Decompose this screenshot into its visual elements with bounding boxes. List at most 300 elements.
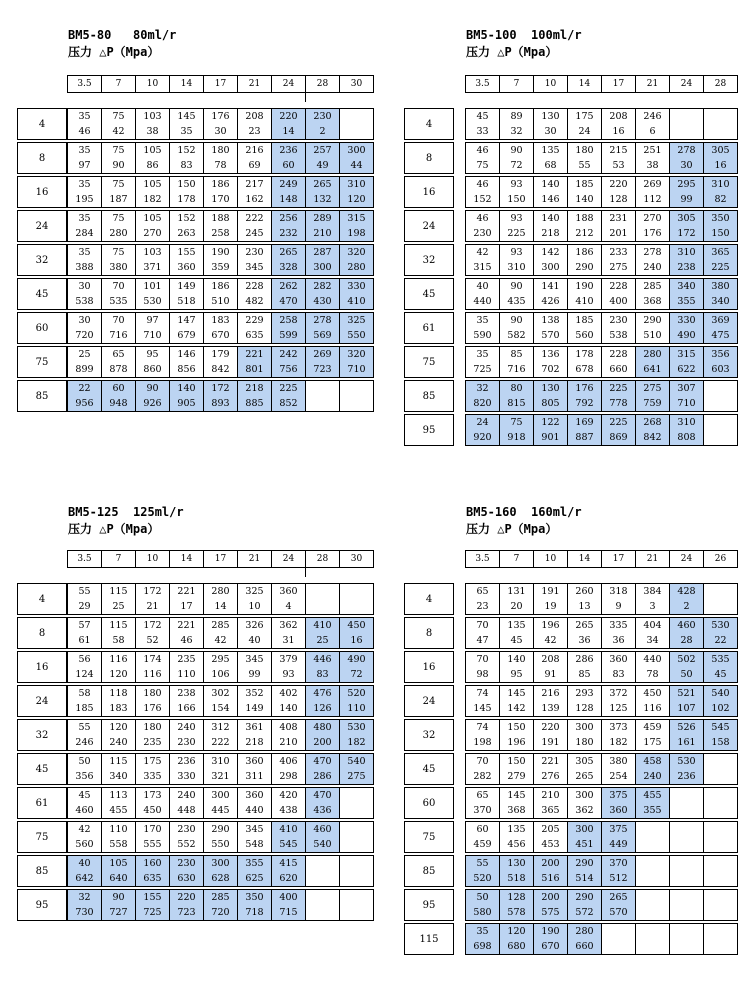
- torque-cell: [704, 939, 738, 955]
- speed-cell: [636, 924, 670, 940]
- speed-cell: 356: [704, 347, 738, 363]
- speed-cell: 150: [170, 177, 204, 193]
- torque-cell: 258: [204, 226, 238, 242]
- torque-cell: 240: [636, 260, 670, 276]
- speed-cell: 186: [204, 177, 238, 193]
- torque-cell: 885: [238, 396, 272, 412]
- torque-cell: 128: [602, 192, 636, 208]
- speed-cell: 384: [636, 584, 670, 600]
- torque-cell: 430: [306, 294, 340, 310]
- torque-cell: 355: [670, 294, 704, 310]
- torque-cell: 759: [636, 396, 670, 412]
- speed-cell: 350: [238, 890, 272, 906]
- torque-cell: [306, 599, 340, 615]
- speed-cell: 290: [204, 822, 238, 838]
- speed-cell: 190: [534, 924, 568, 940]
- torque-cell: 176: [636, 226, 670, 242]
- speed-cell: 360: [272, 584, 306, 600]
- speed-cell: 300: [568, 788, 602, 804]
- speed-cell: [670, 109, 704, 125]
- speed-cell: 57: [68, 618, 102, 634]
- speed-cell: 315: [670, 347, 704, 363]
- row-gap: [405, 446, 454, 449]
- torque-cell: 538: [68, 294, 102, 310]
- speed-cell: [704, 415, 738, 431]
- speed-cell: 115: [102, 584, 136, 600]
- speed-cell: 236: [272, 143, 306, 159]
- torque-cell: 778: [602, 396, 636, 412]
- speed-cell: 455: [636, 788, 670, 804]
- torque-cell: 124: [68, 667, 102, 683]
- torque-cell: 35: [170, 124, 204, 140]
- data-row-torque: [68, 328, 374, 344]
- speed-cell: 105: [102, 856, 136, 872]
- torque-cell: 321: [204, 769, 238, 785]
- speed-cell: 131: [500, 584, 534, 600]
- row-gap: [18, 921, 67, 924]
- torque-cell: 335: [136, 769, 170, 785]
- speed-cell: 225: [602, 415, 636, 431]
- speed-cell: 90: [500, 143, 534, 159]
- row-gap: [18, 412, 67, 415]
- data-row-speed: [68, 856, 374, 872]
- speed-cell: 265: [272, 245, 306, 261]
- pressure-header-cell: 3.5: [466, 76, 500, 93]
- pressure-header-cell: 3.5: [466, 551, 500, 568]
- speed-cell: 310: [670, 415, 704, 431]
- torque-cell: 85: [568, 667, 602, 683]
- speed-cell: 240: [170, 788, 204, 804]
- torque-cell: [340, 837, 374, 853]
- speed-cell: 42: [68, 822, 102, 838]
- flow-rate-cell: 75: [18, 347, 67, 378]
- torque-cell: 436: [306, 803, 340, 819]
- torque-cell: 152: [466, 192, 500, 208]
- torque-cell: 538: [602, 328, 636, 344]
- torque-cell: 91: [534, 667, 568, 683]
- data-row-torque: [466, 939, 738, 955]
- torque-cell: 31: [272, 633, 306, 649]
- data-row-speed: [68, 211, 374, 227]
- speed-cell: 140: [500, 652, 534, 668]
- speed-cell: 310: [340, 177, 374, 193]
- torque-cell: [670, 837, 704, 853]
- torque-cell: 448: [170, 803, 204, 819]
- torque-cell: [670, 905, 704, 921]
- speed-cell: [306, 584, 340, 600]
- torque-cell: 198: [340, 226, 374, 242]
- speed-cell: 502: [670, 652, 704, 668]
- pressure-header-cell: 10: [534, 551, 568, 568]
- torque-cell: 78: [636, 667, 670, 683]
- torque-cell: 926: [136, 396, 170, 412]
- flow-rate-column: [404, 108, 454, 448]
- pressure-header-cell: 3.5: [68, 551, 102, 568]
- pressure-header-row: [465, 75, 738, 93]
- torque-cell: [636, 837, 670, 853]
- data-row-speed: [68, 177, 374, 193]
- speed-cell: 216: [238, 143, 272, 159]
- torque-cell: [704, 905, 738, 921]
- speed-cell: 74: [466, 720, 500, 736]
- torque-cell: [306, 905, 340, 921]
- torque-cell: 555: [136, 837, 170, 853]
- torque-cell: 23: [466, 599, 500, 615]
- speed-cell: 242: [272, 347, 306, 363]
- speed-cell: [340, 890, 374, 906]
- torque-cell: 78: [204, 158, 238, 174]
- torque-cell: 482: [238, 294, 272, 310]
- flow-rate-cell: 45: [18, 279, 67, 310]
- torque-cell: 530: [136, 294, 170, 310]
- speed-cell: 141: [534, 279, 568, 295]
- speed-cell: 289: [306, 211, 340, 227]
- speed-cell: 135: [534, 143, 568, 159]
- speed-cell: 490: [340, 652, 374, 668]
- flow-rate-cell: 75: [405, 347, 454, 378]
- torque-cell: 240: [636, 769, 670, 785]
- speed-cell: 345: [238, 822, 272, 838]
- flow-rate-cell: 95: [18, 890, 67, 921]
- speed-cell: 208: [602, 109, 636, 125]
- speed-cell: [340, 584, 374, 600]
- speed-cell: [704, 856, 738, 872]
- data-grid: [67, 108, 374, 414]
- data-row-torque: [68, 362, 374, 378]
- torque-cell: [704, 871, 738, 887]
- speed-cell: 190: [204, 245, 238, 261]
- torque-cell: 453: [534, 837, 568, 853]
- torque-cell: 21: [136, 599, 170, 615]
- torque-cell: 68: [534, 158, 568, 174]
- torque-cell: 801: [238, 362, 272, 378]
- speed-cell: 370: [602, 856, 636, 872]
- speed-cell: 172: [204, 381, 238, 397]
- torque-cell: 635: [136, 871, 170, 887]
- torque-cell: 516: [534, 871, 568, 887]
- torque-cell: 438: [272, 803, 306, 819]
- flow-rate-cell: 8: [18, 618, 67, 649]
- data-row-torque: [68, 294, 374, 310]
- torque-cell: 680: [500, 939, 534, 955]
- speed-cell: [704, 381, 738, 397]
- speed-cell: 460: [306, 822, 340, 838]
- pressure-header-cell: 28: [704, 76, 738, 93]
- torque-cell: 460: [68, 803, 102, 819]
- data-row-torque: [466, 633, 738, 649]
- speed-cell: 138: [534, 313, 568, 329]
- torque-cell: 245: [238, 226, 272, 242]
- torque-cell: [602, 939, 636, 955]
- speed-cell: 155: [136, 890, 170, 906]
- speed-cell: 406: [272, 754, 306, 770]
- torque-cell: 340: [704, 294, 738, 310]
- data-row-speed: [68, 788, 374, 804]
- flow-rate-cell: 4: [405, 109, 454, 140]
- speed-cell: 218: [238, 381, 272, 397]
- torque-cell: 328: [272, 260, 306, 276]
- torque-cell: 154: [204, 701, 238, 717]
- torque-cell: 455: [102, 803, 136, 819]
- pressure-header-cell: 24: [272, 76, 306, 93]
- flow-rate-cell: 45: [405, 279, 454, 310]
- torque-cell: 899: [68, 362, 102, 378]
- speed-cell: 350: [704, 211, 738, 227]
- speed-cell: 222: [238, 211, 272, 227]
- torque-cell: 360: [602, 803, 636, 819]
- speed-cell: 228: [602, 347, 636, 363]
- torque-cell: 201: [602, 226, 636, 242]
- data-row-torque: [68, 260, 374, 276]
- speed-cell: 140: [534, 211, 568, 227]
- speed-cell: 183: [204, 313, 238, 329]
- speed-cell: 75: [102, 245, 136, 261]
- torque-cell: 112: [636, 192, 670, 208]
- torque-cell: 435: [500, 294, 534, 310]
- speed-cell: 35: [68, 211, 102, 227]
- torque-cell: 520: [466, 871, 500, 887]
- speed-cell: 105: [136, 143, 170, 159]
- torque-cell: [704, 124, 738, 140]
- data-grid: [67, 583, 374, 923]
- torque-cell: 720: [68, 328, 102, 344]
- pressure-header-cell: 7: [102, 76, 136, 93]
- speed-cell: 180: [568, 143, 602, 159]
- torque-cell: 815: [500, 396, 534, 412]
- speed-cell: 140: [534, 177, 568, 193]
- pressure-header-cell: 24: [272, 551, 306, 568]
- speed-cell: 118: [102, 686, 136, 702]
- torque-cell: 280: [340, 260, 374, 276]
- torque-cell: 298: [272, 769, 306, 785]
- torque-cell: 246: [68, 735, 102, 751]
- speed-cell: 326: [238, 618, 272, 634]
- torque-cell: 46: [170, 633, 204, 649]
- pressure-header-cell: 3.5: [68, 76, 102, 93]
- torque-cell: 230: [466, 226, 500, 242]
- torque-cell: 380: [102, 260, 136, 276]
- speed-cell: 220: [170, 890, 204, 906]
- torque-cell: 560: [568, 328, 602, 344]
- flow-rate-cell: 115: [405, 924, 454, 955]
- torque-cell: 518: [500, 871, 534, 887]
- speed-cell: [670, 822, 704, 838]
- speed-cell: [704, 890, 738, 906]
- torque-cell: 410: [568, 294, 602, 310]
- speed-cell: 152: [170, 143, 204, 159]
- torque-cell: [340, 599, 374, 615]
- torque-cell: 440: [466, 294, 500, 310]
- torque-cell: [704, 769, 738, 785]
- torque-cell: 852: [272, 396, 306, 412]
- row-gap: [68, 921, 374, 924]
- torque-cell: 33: [466, 124, 500, 140]
- speed-cell: 70: [466, 618, 500, 634]
- speed-cell: 310: [704, 177, 738, 193]
- flow-rate-cell: 32: [18, 720, 67, 751]
- torque-cell: 918: [500, 430, 534, 446]
- data-row-torque: [466, 701, 738, 717]
- torque-cell: 535: [102, 294, 136, 310]
- torque-cell: 540: [306, 837, 340, 853]
- header-divider-tick: [305, 92, 306, 102]
- speed-cell: 101: [136, 279, 170, 295]
- torque-cell: 20: [500, 599, 534, 615]
- torque-cell: 107: [670, 701, 704, 717]
- torque-cell: 590: [466, 328, 500, 344]
- torque-cell: [340, 396, 374, 412]
- speed-cell: 375: [602, 788, 636, 804]
- torque-cell: 235: [136, 735, 170, 751]
- speed-cell: 315: [340, 211, 374, 227]
- speed-cell: 170: [136, 822, 170, 838]
- torque-cell: 24: [568, 124, 602, 140]
- torque-cell: 120: [340, 192, 374, 208]
- data-row-speed: [68, 279, 374, 295]
- data-row-speed: [68, 143, 374, 159]
- speed-cell: 530: [340, 720, 374, 736]
- pressure-header-cell: 7: [500, 551, 534, 568]
- torque-cell: 625: [238, 871, 272, 887]
- data-row-speed: [466, 890, 738, 906]
- data-row-speed: [68, 109, 374, 125]
- torque-cell: 42: [102, 124, 136, 140]
- torque-cell: 45: [704, 667, 738, 683]
- speed-cell: 58: [68, 686, 102, 702]
- speed-cell: 22: [68, 381, 102, 397]
- speed-cell: 55: [466, 856, 500, 872]
- torque-cell: 545: [272, 837, 306, 853]
- torque-cell: 514: [568, 871, 602, 887]
- data-row-speed: [466, 856, 738, 872]
- torque-cell: 97: [68, 158, 102, 174]
- torque-cell: 55: [568, 158, 602, 174]
- flow-rate-cell: 24: [18, 211, 67, 242]
- torque-cell: 426: [534, 294, 568, 310]
- flow-rate-column: [17, 108, 67, 414]
- torque-cell: 25: [306, 633, 340, 649]
- flow-rate-cell: 16: [18, 177, 67, 208]
- torque-cell: 200: [306, 735, 340, 751]
- speed-cell: 176: [568, 381, 602, 397]
- speed-cell: 270: [636, 211, 670, 227]
- torque-cell: 640: [102, 871, 136, 887]
- speed-cell: 172: [136, 584, 170, 600]
- speed-cell: 116: [102, 652, 136, 668]
- pressure-header-row: [465, 550, 738, 568]
- speed-cell: 280: [568, 924, 602, 940]
- speed-cell: 246: [636, 109, 670, 125]
- row-gap: [405, 955, 454, 958]
- torque-cell: 69: [238, 158, 272, 174]
- torque-cell: 42: [204, 633, 238, 649]
- speed-cell: [670, 890, 704, 906]
- speed-cell: 103: [136, 109, 170, 125]
- torque-cell: 36: [602, 633, 636, 649]
- speed-cell: 186: [568, 245, 602, 261]
- torque-cell: 95: [500, 667, 534, 683]
- torque-cell: 42: [534, 633, 568, 649]
- torque-cell: 510: [636, 328, 670, 344]
- speed-cell: 545: [704, 720, 738, 736]
- speed-cell: 330: [670, 313, 704, 329]
- speed-cell: 295: [670, 177, 704, 193]
- flow-rate-cell: 95: [405, 890, 454, 921]
- torque-cell: 575: [534, 905, 568, 921]
- torque-cell: 72: [340, 667, 374, 683]
- torque-cell: 702: [534, 362, 568, 378]
- torque-cell: 710: [340, 362, 374, 378]
- speed-cell: 136: [534, 347, 568, 363]
- data-row-torque: [68, 226, 374, 242]
- speed-cell: 169: [568, 415, 602, 431]
- torque-cell: [636, 905, 670, 921]
- pressure-header-cell: 21: [636, 76, 670, 93]
- torque-cell: 279: [500, 769, 534, 785]
- data-row-torque: [68, 396, 374, 412]
- torque-cell: 310: [500, 260, 534, 276]
- torque-cell: 40: [238, 633, 272, 649]
- speed-cell: 233: [602, 245, 636, 261]
- data-row-speed: [466, 381, 738, 397]
- speed-cell: 216: [534, 686, 568, 702]
- flow-rate-cell: 8: [405, 618, 454, 649]
- speed-cell: 60: [466, 822, 500, 838]
- speed-cell: 176: [204, 109, 238, 125]
- torque-cell: 6: [636, 124, 670, 140]
- torque-cell: 678: [568, 362, 602, 378]
- speed-cell: 180: [136, 686, 170, 702]
- pressure-header-cell: 28: [306, 76, 340, 93]
- speed-cell: 251: [636, 143, 670, 159]
- torque-cell: 162: [238, 192, 272, 208]
- speed-cell: 420: [272, 788, 306, 804]
- torque-cell: 23: [238, 124, 272, 140]
- speed-cell: 373: [602, 720, 636, 736]
- torque-cell: 580: [466, 905, 500, 921]
- torque-cell: 53: [602, 158, 636, 174]
- speed-cell: [704, 822, 738, 838]
- flow-rate-cell: 45: [18, 754, 67, 785]
- torque-cell: 44: [340, 158, 374, 174]
- torque-cell: 670: [534, 939, 568, 955]
- torque-cell: 856: [170, 362, 204, 378]
- speed-cell: 89: [500, 109, 534, 125]
- speed-cell: 428: [670, 584, 704, 600]
- torque-cell: 286: [306, 769, 340, 785]
- torque-cell: 725: [466, 362, 500, 378]
- flow-rate-cell: 4: [405, 584, 454, 615]
- torque-cell: 240: [102, 735, 136, 751]
- speed-cell: 310: [204, 754, 238, 770]
- data-row-torque: [466, 837, 738, 853]
- speed-cell: 40: [466, 279, 500, 295]
- data-row-speed: [466, 618, 738, 634]
- speed-cell: 280: [204, 584, 238, 600]
- speed-cell: 521: [670, 686, 704, 702]
- data-grid: [465, 108, 738, 448]
- torque-cell: 400: [602, 294, 636, 310]
- speed-cell: 205: [534, 822, 568, 838]
- torque-cell: 10: [238, 599, 272, 615]
- torque-cell: 3: [636, 599, 670, 615]
- speed-cell: 256: [272, 211, 306, 227]
- torque-cell: 236: [670, 769, 704, 785]
- model-title: BM5-80 80ml/r: [68, 28, 177, 42]
- torque-cell: 158: [704, 735, 738, 751]
- torque-cell: [704, 430, 738, 446]
- torque-cell: 670: [204, 328, 238, 344]
